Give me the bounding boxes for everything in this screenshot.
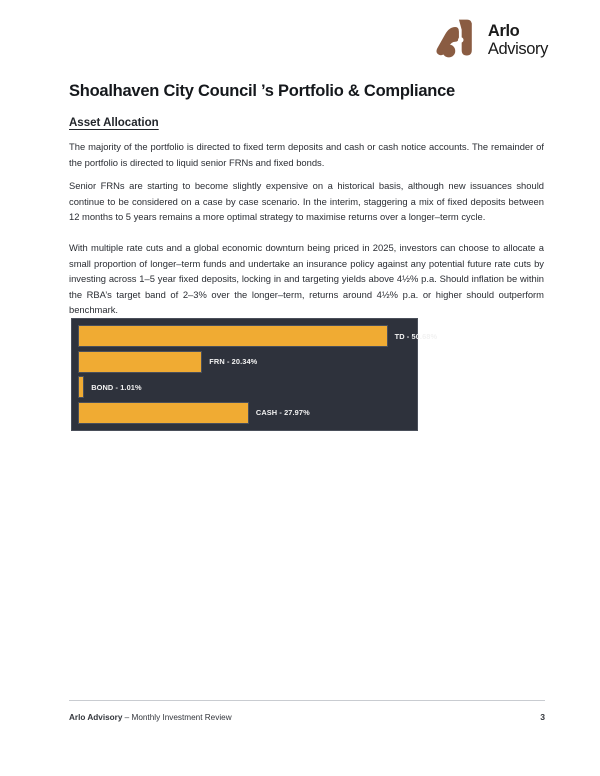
bar-label-td: TD - 50.68% — [394, 331, 438, 341]
bar-label-cash: CASH - 27.97% — [255, 408, 310, 418]
bar-label-bond: BOND - 1.01% — [91, 382, 142, 392]
bar-cash — [78, 402, 249, 424]
brand-logo — [435, 16, 548, 62]
paragraph-3: With multiple rate cuts and a global economic downturn being priced in 2025, investors can choose to allocate a small proportion of longer–term funds and undertake an insurance policy against any potential future rate cuts by investing across 1–5 year fixed deposits, locking in and targeting yields above 4½% p.a. Should inflation be within the RBA’s target band of 2–3% over the longer–term, returns around 4½% p.a. or higher should outperform benchmark. — [69, 242, 544, 316]
footer-text — [69, 713, 232, 722]
chart-bar-row — [78, 376, 412, 398]
page-title: Shoalhaven City Council ’s Portfolio & Compliance — [69, 82, 455, 100]
brand-wordmark — [488, 21, 548, 57]
page-number: 3 — [540, 712, 545, 722]
chart-bar-row — [78, 351, 412, 373]
asset-allocation-bar-chart — [71, 318, 438, 431]
chart-bar-row — [78, 325, 438, 347]
paragraph-2: Senior FRNs are starting to become slightly expensive on a historical basis, although new issuances should continue to be considered on a case by case scenario. In the interim, staggering a mix of fixed deposits between 12 months to 5 years remains a more optimal strategy to maximise returns over a longer–term cycle. — [69, 180, 544, 223]
page-footer — [69, 712, 545, 722]
chart-bar-row — [78, 402, 412, 424]
section-heading-asset-allocation: Asset Allocation — [69, 117, 159, 129]
paragraph-1: The majority of the portfolio is directed to fixed term deposits and cash or cash notice accounts. The remainder of the portfolio is directed to liquid senior FRNs and fixed bonds. — [69, 141, 544, 168]
arlo-a-mark-icon — [435, 16, 481, 62]
brand-name-line1: Arlo — [487, 22, 520, 40]
footer-subtitle: – Monthly Investment Review — [124, 713, 232, 722]
footer-brand: Arlo Advisory — [69, 713, 123, 722]
footer-divider — [69, 700, 545, 701]
bar-label-frn: FRN - 20.34% — [209, 357, 258, 367]
bar-td — [78, 325, 388, 347]
bar-frn — [78, 351, 202, 373]
brand-name-line2: Advisory — [487, 39, 548, 58]
